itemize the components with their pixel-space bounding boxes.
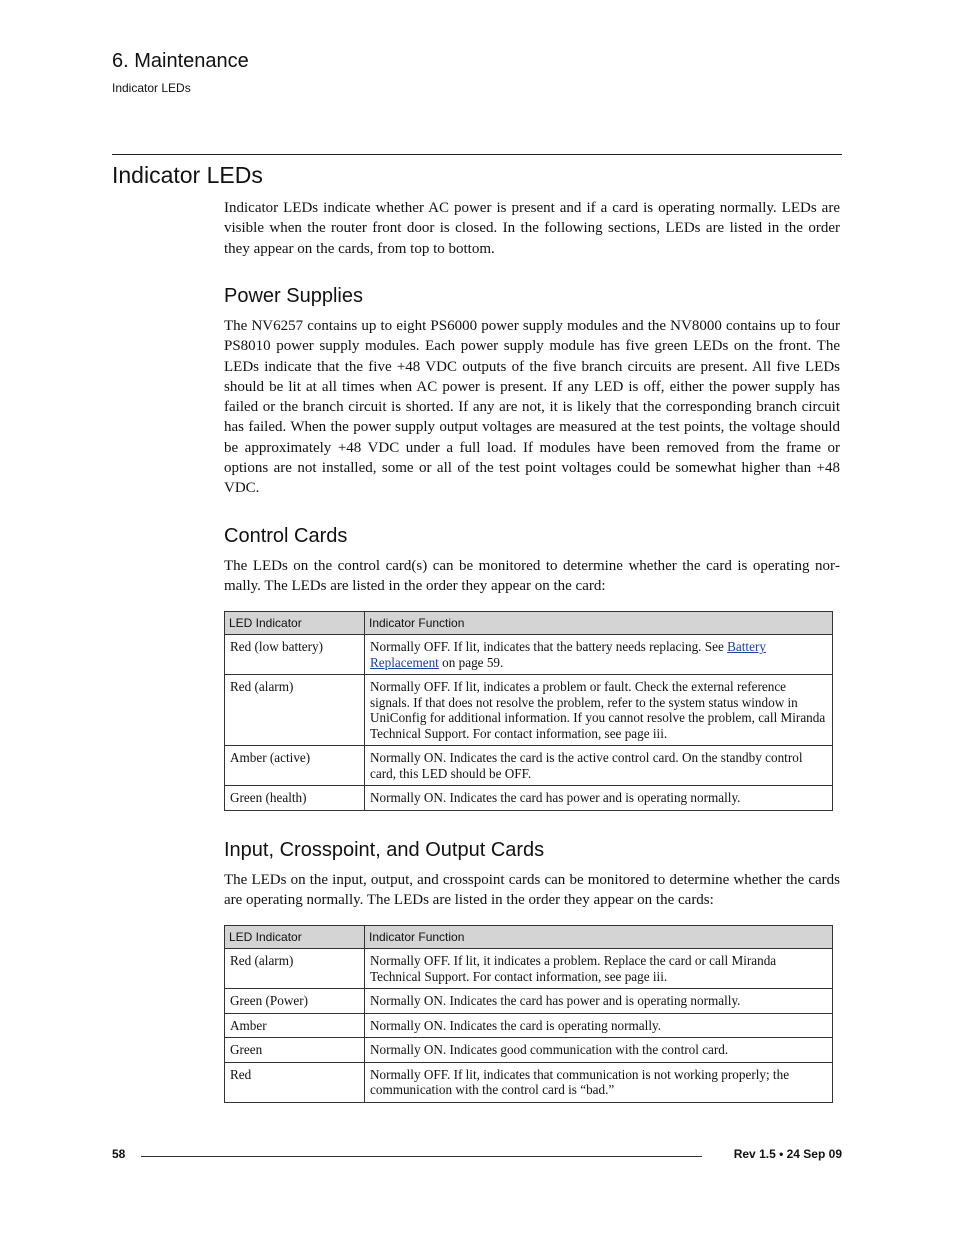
io-cards-heading: Input, Crosspoint, and Output Cards (224, 839, 545, 861)
function-cell: Normally ON. Indicates the card is operating normally. (365, 1013, 833, 1038)
io-cards-table (224, 925, 833, 1103)
column-header-led: LED Indicator (225, 612, 365, 635)
function-cell: Normally OFF. If lit, indicates that communication is not working properly; the communication with the control card is “bad.” (365, 1062, 833, 1102)
function-cell: Normally OFF. If lit, indicates a problem or fault. Check the external reference signals. If that does not resolve the problem, refer to the system status window in UniConfig for additional information. If you cannot resolve the problem, call Miranda Technical Support. For contact information, see page iii. (365, 675, 833, 746)
control-cards-heading: Control Cards (224, 525, 348, 547)
function-cell: Normally OFF. If lit, it indicates a problem. Replace the card or call Miranda Technical Support. For contact information, see page iii. (365, 949, 833, 989)
column-header-function: Indicator Function (365, 926, 833, 949)
table-header-row (225, 612, 833, 635)
footer-divider (141, 1156, 702, 1157)
table-row (225, 675, 833, 746)
io-cards-paragraph: The LEDs on the input, output, and crosspoint cards can be monitored to determine whether the cards are operating normally. The LEDs are listed in the order they appear on the cards: (224, 872, 840, 909)
led-cell: Green (225, 1038, 365, 1063)
led-cell: Red (low battery) (225, 635, 365, 675)
table-header-row (225, 926, 833, 949)
battery-replacement-link[interactable]: Battery Replacement (370, 639, 766, 670)
led-cell: Amber (225, 1013, 365, 1038)
power-supplies-heading: Power Supplies (224, 285, 363, 307)
table-row (225, 1062, 833, 1102)
intro-paragraph: Indicator LEDs indicate whether AC power is present and if a card is operating normally. LEDs are visible when the router front door is closed. In the following sections, LEDs are listed in the order they appear on the cards, from top to bottom. (224, 200, 840, 257)
led-cell: Red (225, 1062, 365, 1102)
power-supplies-paragraph: The NV6257 contains up to eight PS6000 power supply modules and the NV8000 contains up to four PS8010 power supply modules. Each power supply module has five green LEDs on the front. The LEDs indicate that the five +48 VDC outputs of the five branch circuits are present. All five LEDs should be lit at all times when AC power is present. If any LED is off, either the power supply has failed or the branch circuit is shorted. If any are not, it is likely that the corresponding branch circuit has failed. When the power supply output voltages are measured at the test points, the voltage should be approximately +48 VDC under a full load. If modules have been removed from the frame or options are not installed, some or all of the test point voltages could be somewhat higher than +48 VDC. (224, 318, 840, 497)
column-header-function: Indicator Function (365, 612, 833, 635)
table-row (225, 786, 833, 811)
led-cell: Green (Power) (225, 989, 365, 1014)
column-header-led: LED Indicator (225, 926, 365, 949)
led-cell: Red (alarm) (225, 949, 365, 989)
table-row (225, 1013, 833, 1038)
function-cell: Normally ON. Indicates the card is the active control card. On the standby control card, this LED should be OFF. (365, 746, 833, 786)
table-row (225, 746, 833, 786)
function-text: Normally OFF. If lit, indicates that the battery needs replacing. See (370, 639, 728, 654)
chapter-title: 6. Maintenance (112, 50, 249, 72)
control-cards-paragraph: The LEDs on the control card(s) can be monitored to determine whether the card is operating normally. The LEDs are listed in the order they appear on the card: (224, 558, 840, 595)
led-cell: Red (alarm) (225, 675, 365, 746)
section-title: Indicator LEDs (112, 162, 263, 188)
header-divider (112, 154, 842, 155)
function-cell: Normally ON. Indicates good communication with the control card. (365, 1038, 833, 1063)
function-text: on page 59. (438, 654, 504, 670)
table-row (225, 989, 833, 1014)
led-cell: Amber (active) (225, 746, 365, 786)
led-cell: Green (health) (225, 786, 365, 811)
chapter-subtitle: Indicator LEDs (112, 81, 191, 95)
function-cell: Normally ON. Indicates the card has power and is operating normally. (365, 989, 833, 1014)
page-number: 58 (112, 1147, 126, 1161)
table-row (225, 635, 833, 675)
function-cell: Normally ON. Indicates the card has power and is operating normally. (365, 786, 833, 811)
control-cards-table (224, 611, 833, 811)
revision-label: Rev 1.5 • 24 Sep 09 (733, 1147, 842, 1161)
table-row (225, 949, 833, 989)
table-row (225, 1038, 833, 1063)
function-cell (365, 635, 833, 675)
